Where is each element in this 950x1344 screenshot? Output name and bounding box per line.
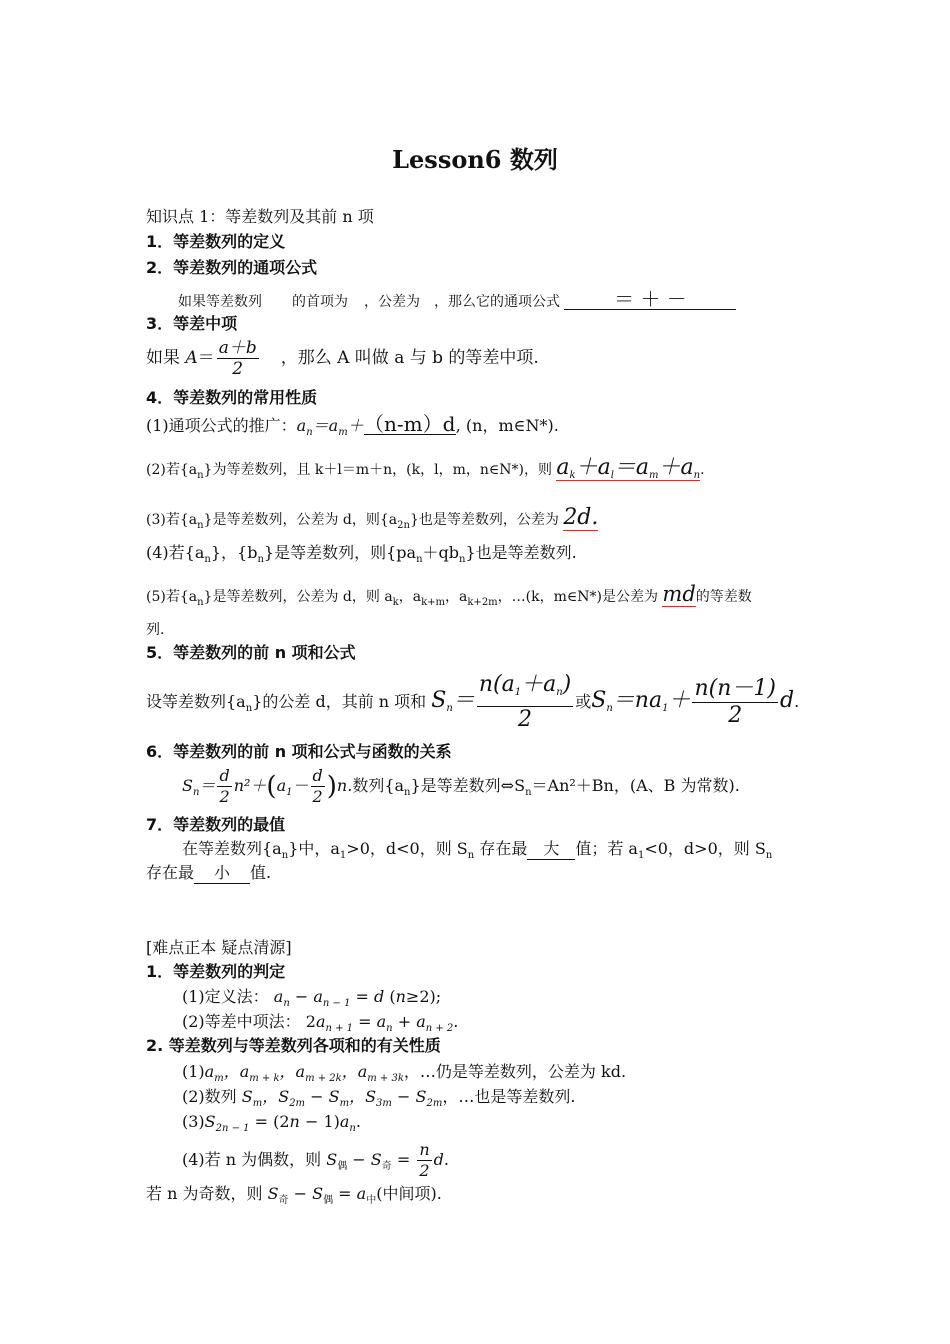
sum-property-4: (4)若 n 为偶数，则 $S_偶 - S_奇$ = $\frac{n}{2}$ d. bbox=[182, 1140, 449, 1180]
sum-property-2: (2)数列 $S_m$，$S_{2m} - S_m$，$S_{3m} - S_{2m}$，…也是等差数列. bbox=[182, 1087, 576, 1109]
definition-method: (1)定义法： $a_n - a_{n - 1} = d$ (n≥2); bbox=[182, 987, 442, 1009]
property-2: (2)若$\{a_n\}$为等差数列，且 k＋l＝m＋n，(k，l，m，n∈N*)，则 $a_k+a_l=a_m+a_n$. bbox=[146, 455, 705, 481]
section-1-heading: 1．等差数列的定义 bbox=[146, 232, 286, 251]
extremum-line-2: 存在最 小 值. bbox=[146, 863, 272, 882]
extremum-line-1: 在等差数列$\{a_n\}$中，$a_1>0$，d<0，则 $S_n$ 存在最 大 值；若 $a_1<0$，d>0，则 $S_n$ bbox=[182, 839, 773, 861]
section-6-heading: 6．等差数列的前 n 项和公式与函数的关系 bbox=[146, 742, 452, 761]
section-7-heading: 7．等差数列的最值 bbox=[146, 815, 286, 834]
section-5-heading: 5．等差数列的前 n 项和公式 bbox=[146, 643, 356, 662]
difficulty-2-heading: 2. 等差数列与等差数列各项和的有关性质 bbox=[146, 1036, 441, 1055]
sum-function-line: $S_n=$ $\frac{d}{2}$ $n^2+(a_1-$ $\frac{d}{2}$ )n.数列$\{a_n\}$是等差数列$\Leftrightarrow S_n=An^2+Bn$，(A、B 为常数). bbox=[182, 766, 740, 806]
general-term-blank: ＝ ＋ － bbox=[564, 289, 736, 310]
knowledge-point-heading: 知识点 1：等差数列及其前 n 项 bbox=[146, 207, 374, 226]
page-title: Lesson6 数列 bbox=[392, 145, 558, 174]
sum-property-4-odd: 若 n 为奇数，则 $S_奇 - S_偶 = a_中$(中间项). bbox=[146, 1184, 442, 1206]
section-3-heading: 3．等差中项 bbox=[146, 314, 238, 333]
sum-property-3: $(3)S_{2n - 1} = (2n - 1)a_n$. bbox=[182, 1112, 361, 1134]
sum-formula-line: 设等差数列$\{a_n\}$的公差 d，其前 n 项和 $S_n=$ $\frac{n(a_1+a_n)}{2}$ 或$S_n=na_1+$ $\frac{n(n-1)}{2}$ d. bbox=[146, 672, 800, 732]
property-4: (4)若$\{a_n\}$，$\{b_n\}$是等差数列，则$\{pa_n+qb_n\}$也是等差数列. bbox=[146, 543, 577, 565]
difficulty-1-heading: 1．等差数列的判定 bbox=[146, 962, 286, 981]
arithmetic-mean-line: 如果 A＝ $\frac{a+b}{2}$ ，那么 A 叫做 a 与 b 的等差中项. bbox=[146, 338, 539, 379]
general-term-line: 如果等差数列 的首项为 ，公差为 ，那么它的通项公式 ＝ ＋ － bbox=[178, 289, 736, 312]
property-1: (1)通项公式的推广：$a_n=a_m+(n-m)d$, (n，m∈N*). bbox=[146, 412, 559, 438]
difficulty-heading: [难点正本 疑点清源] bbox=[146, 938, 292, 957]
section-4-heading: 4．等差数列的常用性质 bbox=[146, 388, 318, 407]
sum-property-1: $(1)a_m$，$a_{m + k}$，$a_{m + 2k}$，$a_{m + 3k}$，…仍是等差数列，公差为 kd. bbox=[182, 1062, 627, 1084]
property-5: (5)若$\{a_n\}$是等差数列，公差为 d，则 $a_k$，$a_{k+m}$，$a_{k+2m}$，…(k，m∈N*)是公差为 md的等差数 bbox=[146, 582, 752, 608]
middle-term-method: (2)等差中项法： $2a_{n + 1} = a_n + a_{n + 2}$. bbox=[182, 1012, 459, 1034]
property-3: (3)若$\{a_n\}$是等差数列，公差为 d，则$\{a_{2n}\}$也是等差数列，公差为 2d. bbox=[146, 505, 599, 531]
property-5-cont: 列. bbox=[146, 622, 165, 638]
section-2-heading: 2．等差数列的通项公式 bbox=[146, 258, 318, 277]
